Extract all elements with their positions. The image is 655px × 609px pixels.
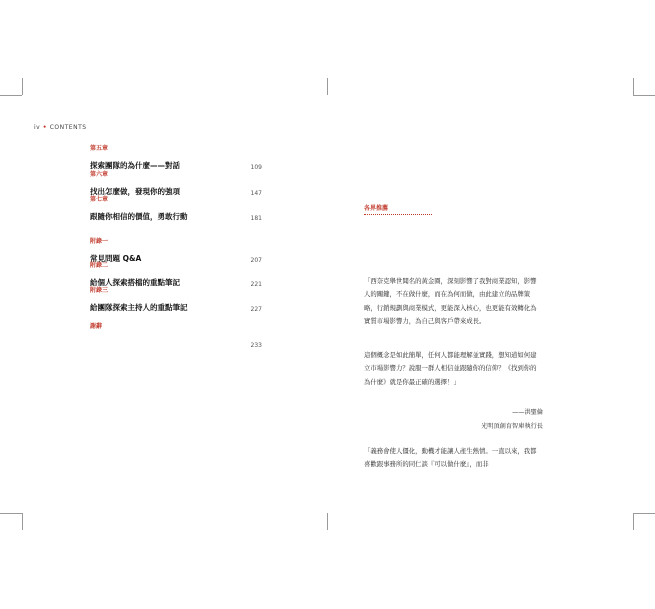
crop-mark	[327, 513, 328, 530]
toc-entry[interactable]	[90, 262, 262, 289]
toc-entry-label: 第五章	[90, 145, 109, 152]
section-divider	[364, 214, 432, 215]
toc-entry-title: 探索團隊的為什麼——對話	[90, 161, 180, 170]
toc-entry-page: 147	[250, 190, 262, 197]
toc-entry[interactable]	[90, 145, 262, 172]
toc-entry-title: 找出怎麼做，發現你的強項	[90, 187, 180, 196]
signature-title: 光明頂創育智庫執行長	[481, 423, 543, 430]
toc-entry-label: 第七章	[90, 196, 109, 203]
toc-entry-page: 221	[250, 281, 262, 288]
crop-mark	[633, 95, 655, 96]
toc-entry-label: 附錄三	[90, 287, 109, 294]
crop-mark	[633, 513, 655, 514]
toc-entry[interactable]	[90, 323, 262, 350]
toc-entry[interactable]	[90, 287, 262, 314]
crop-mark	[0, 95, 22, 96]
crop-mark	[22, 78, 23, 95]
crop-mark	[22, 513, 23, 530]
toc-entry-label: 第六章	[90, 171, 109, 178]
header-separator: •	[40, 124, 50, 131]
crop-mark	[0, 513, 22, 514]
crop-mark	[633, 513, 634, 530]
toc-entry[interactable]	[90, 196, 262, 223]
toc-entry-label: 附錄一	[90, 238, 109, 245]
page-header	[34, 124, 87, 131]
toc-entry-title: 給個人探索搭檔的重點筆記	[90, 278, 180, 287]
toc-entry-title: 給團隊探索主持人的重點筆記	[90, 303, 188, 312]
toc-entry[interactable]	[90, 238, 262, 265]
toc-entry-page: 227	[250, 306, 262, 313]
signature-name: ——洪聖倫	[512, 409, 543, 416]
quote-paragraph: 「西奈克舉世聞名的黃金圈，深刻影響了我對商業認知，影響人的關鍵，不在做什麼，而在為何而做，由此建立的品牌策略，行銷規劃與商業模式，更能深入核心，也更能有效轉化為實質市場影響力，為自己與客戶帶來成長。	[364, 277, 537, 326]
header-section: CONTENTS	[49, 124, 87, 131]
crop-mark	[327, 78, 328, 95]
toc-entry-page: 233	[250, 342, 262, 349]
section-label: 各界推薦	[364, 205, 389, 212]
toc-entry-label: 謝辭	[90, 323, 103, 330]
toc-entry-page: 207	[250, 257, 262, 264]
toc-entry-title: 跟隨你相信的價值，勇敢行動	[90, 212, 188, 221]
toc-entry-title: 常見問題 Q&A	[90, 254, 142, 263]
toc-entry-page: 109	[250, 164, 262, 171]
quote-paragraph: 這個概念是如此簡單，任何人都能理解並實踐，想知道如何建立市場影響力？說服一群人相信並跟隨你的信仰？《找到你的為什麼》就是你最正確的選擇！」	[364, 351, 537, 386]
quote-paragraph: 「義務會使人僵化，動機才能讓人產生熱情。一直以來，我都喜歡跟事務所的同仁談『可以做什麼』，而非	[364, 447, 537, 469]
toc-entry-page: 181	[250, 215, 262, 222]
page-number: iv	[34, 124, 41, 131]
crop-mark	[633, 78, 634, 95]
toc-entry-label: 附錄二	[90, 262, 109, 269]
toc-entry[interactable]	[90, 171, 262, 198]
